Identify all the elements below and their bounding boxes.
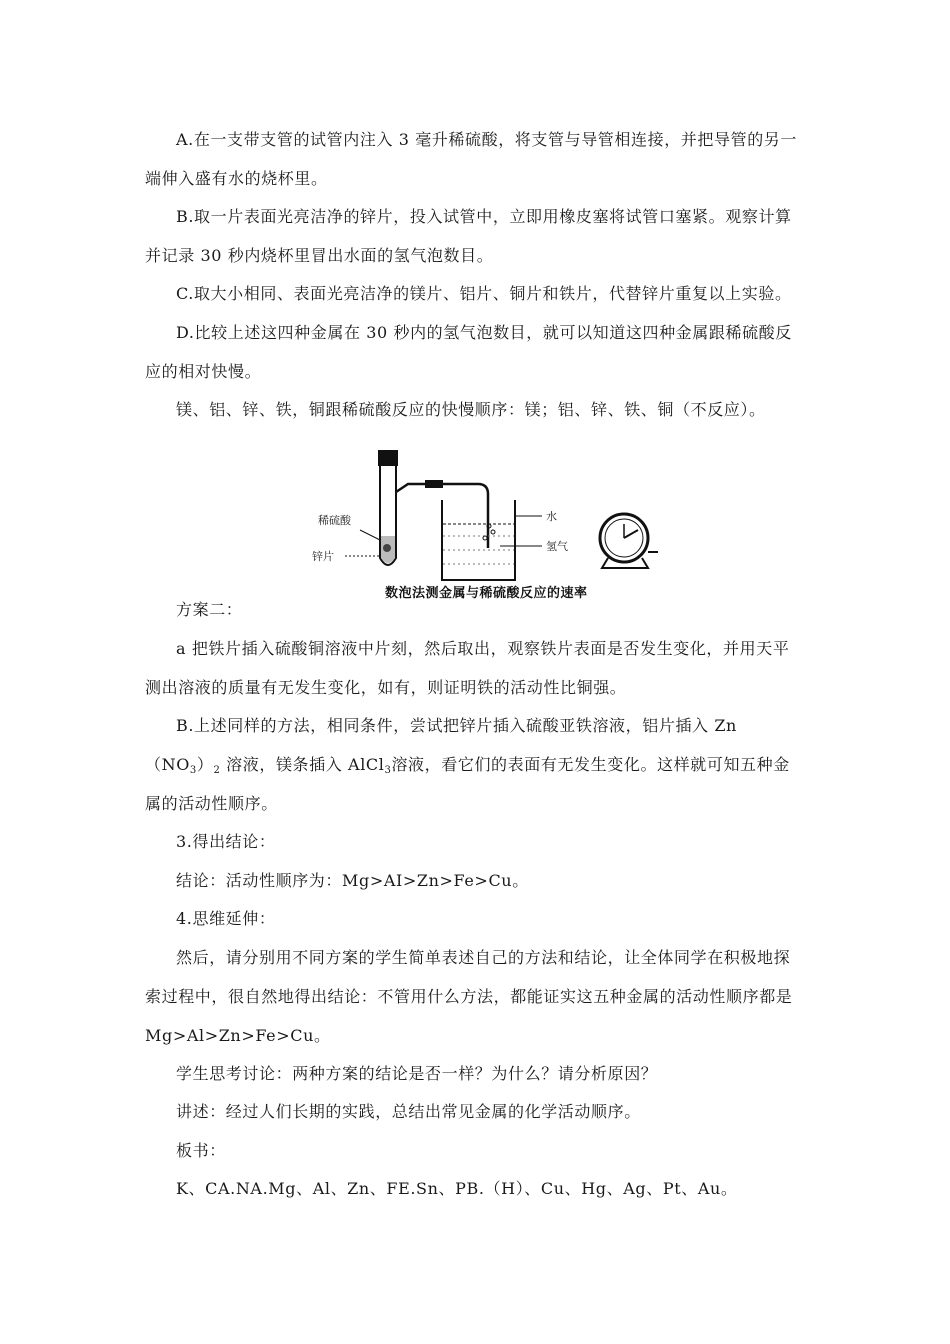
step-c-paragraph: C.取大小相同、表面光亮洁净的镁片、铝片、铜片和铁片，代替锌片重复以上实验。 [176, 284, 792, 303]
plan2-b-text-4: 溶液，看它们的表面有无发生变化。这样就可知五种金属的活动性顺序。 [145, 755, 790, 813]
step-d-paragraph: D.比较上述这四种金属在 30 秒内的氢气泡数目，就可以知道这四种金属跟稀硫酸反应的相对快慢。 [145, 323, 792, 381]
plan2-b-text-1: B.上述同样的方法，相同条件，尝试把锌片插入硫酸亚铁溶液，铝片插入 Zn（NO [145, 716, 737, 774]
subscript: 2 [213, 765, 221, 776]
step-b-paragraph: B.取一片表面光亮洁净的锌片，投入试管中，立即用橡皮塞将试管口塞紧。观察计算并记录 30 秒内烧杯里冒出水面的氢气泡数目。 [145, 207, 792, 265]
label-metal: 锌片 [312, 550, 334, 563]
plan2-b-text-2: ） [196, 755, 214, 774]
conclusion-heading: 3.得出结论： [176, 832, 276, 851]
extension-heading: 4.思维延伸： [176, 909, 276, 928]
plan2-step-a: a 把铁片插入硫酸铜溶液中片刻，然后取出，观察铁片表面是否发生变化，并用天平测出溶液的质量有无发生变化，如有，则证明铁的活动性比铜强。 [145, 639, 790, 697]
label-water: 水 [546, 510, 557, 523]
conclusion-text: 结论：活动性顺序为：Mg>AI>Zn>Fe>Cu。 [176, 871, 529, 890]
bubble [483, 536, 487, 540]
stopwatch-icon [600, 514, 658, 568]
reaction-order-paragraph: 镁、铝、锌、铁，铜跟稀硫酸反应的快慢顺序：镁；铝、锌、铁、铜（不反应）。 [176, 400, 766, 419]
zinc-piece [383, 544, 391, 552]
board-heading: 板书： [176, 1141, 226, 1160]
plan2-heading: 方案二： [176, 600, 243, 619]
plan2-b-text-3: 溶液，镁条插入 AlCl [220, 755, 385, 774]
label-gas: 氢气 [546, 540, 568, 553]
step-a-paragraph: A.在一支带支管的试管内注入 3 毫升稀硫酸，将支管与导管相连接，并把导管的另一端伸入盛有水的烧杯里。 [145, 130, 797, 188]
tube-connector [425, 480, 443, 488]
discussion-text: 学生思考讨论：两种方案的结论是否一样？为什么？请分析原因？ [176, 1064, 658, 1083]
figure-caption: 数泡法测金属与稀硫酸反应的速率 [385, 586, 588, 601]
plan2-step-b [145, 706, 805, 823]
rubber-stopper [378, 450, 398, 466]
subscript: 3 [189, 765, 197, 776]
extension-text: 然后，请分别用不同方案的学生简单表述自己的方法和结论，让全体同学在积极地探索过程中，很自然地得出结论：不管用什么方法，都能证实这五种金属的活动性顺序都是 Mg>Al>Zn>Fe>Cu。 [145, 948, 793, 1045]
board-text: K、CA.NA.Mg、Al、Zn、FE.Sn、PB.（H）、Cu、Hg、Ag、Pt、Au。 [176, 1179, 738, 1198]
narration-text: 讲述：经过人们长期的实践，总结出常见金属的化学活动顺序。 [176, 1102, 641, 1121]
subscript: 3 [384, 765, 392, 776]
bubble [491, 530, 495, 534]
beaker [442, 500, 515, 580]
label-acid: 稀硫酸 [318, 514, 351, 527]
